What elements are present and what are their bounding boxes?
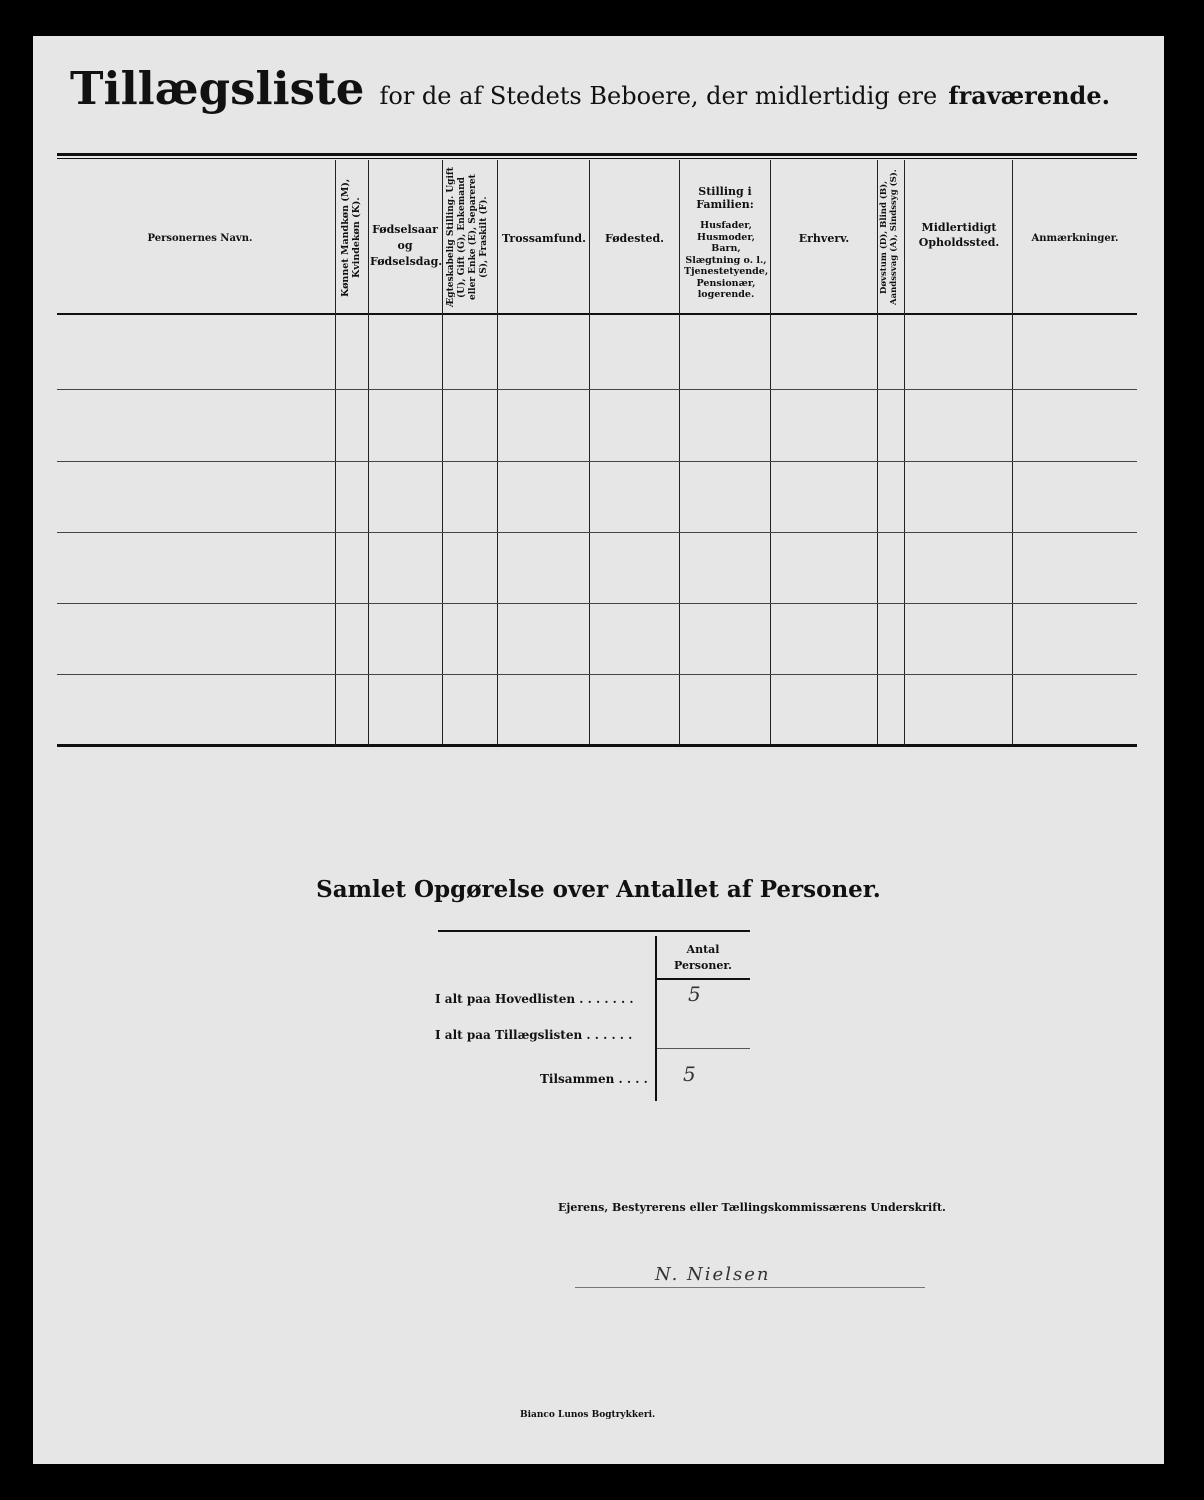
summary-label-tillaegslisten: I alt paa Tillægslisten . . . . . . xyxy=(435,1028,633,1042)
col-line-2 xyxy=(368,160,369,745)
row-line-2 xyxy=(57,461,1137,462)
col-header-tros: Trossamfund. xyxy=(502,232,586,245)
summary-header-rule xyxy=(657,978,750,980)
title-bold-end: fraværende. xyxy=(948,81,1110,110)
row-line-1 xyxy=(57,389,1137,390)
col-header-stilling: Stilling i Familien: xyxy=(696,185,754,211)
col-line-6 xyxy=(679,160,680,745)
foedselsaar-text: Fødselsaar og Fødselsdag. xyxy=(370,223,443,268)
col-line-4 xyxy=(497,160,498,745)
col-header-erhverv: Erhverv. xyxy=(798,232,850,245)
header-bottom-rule xyxy=(57,313,1137,315)
col-header-foedested: Fødested. xyxy=(604,232,665,245)
table-bottom-rule xyxy=(57,744,1137,747)
col-header-aegteskab: Ægteskabelig Stilling. Ugift (U), Gift (G), Enkemand eller Enke (E), Separeret (S), Fraskilt (F). xyxy=(446,167,489,308)
summary-col-header: Antal Personer. xyxy=(674,943,732,972)
col-header-anmaerkninger: Anmærkninger. xyxy=(1031,233,1119,244)
col-header-koennet: Kønnet Mandkøn (M), Kvindekøn (K). xyxy=(340,178,362,297)
col-line-7 xyxy=(770,160,771,745)
title-main: Tillægsliste xyxy=(70,62,365,115)
signature-handwriting: N. Nielsen xyxy=(655,1264,771,1285)
row-line-3 xyxy=(57,532,1137,533)
summary-label-hovedlisten: I alt paa Hovedlisten . . . . . . . xyxy=(435,992,634,1006)
col-header-foedselsaar xyxy=(370,222,443,270)
summary-vertical-rule xyxy=(655,936,657,1101)
row-line-4 xyxy=(57,603,1137,604)
col-line-1 xyxy=(335,160,336,745)
top-rule-thin xyxy=(57,158,1137,159)
top-rule xyxy=(57,153,1137,156)
summary-top-rule xyxy=(438,930,750,932)
census-form-sheet xyxy=(33,36,1164,1464)
col-line-3 xyxy=(442,160,443,745)
title-rest: for de af Stedets Beboere, der midlertidig ere xyxy=(379,82,938,110)
col-header-opholdssted: Midlertidigt Opholdssted. xyxy=(918,221,1000,249)
col-line-10 xyxy=(1012,160,1013,745)
row-line-5 xyxy=(57,674,1137,675)
summary-label-tilsammen: Tilsammen . . . . xyxy=(540,1072,648,1086)
signature-caption: Ejerens, Bestyrerens eller Tællingskommissærens Underskrift. xyxy=(558,1201,946,1214)
form-title xyxy=(70,62,1120,122)
signature-line xyxy=(575,1287,925,1288)
col-line-5 xyxy=(589,160,590,745)
printer-credit: Bianco Lunos Bogtrykkeri. xyxy=(520,1410,656,1420)
col-header-navn: Personernes Navn. xyxy=(147,233,253,244)
summary-total-rule xyxy=(657,1048,750,1049)
col-header-doevstum: Døvstum (D), Blind (B), Aandssvag (A), Sindssyg (S). xyxy=(879,169,899,306)
summary-value-hovedlisten: 5 xyxy=(688,982,701,1006)
col-line-9 xyxy=(904,160,905,745)
col-line-8 xyxy=(877,160,878,745)
summary-title: Samlet Opgørelse over Antallet af Personer. xyxy=(316,876,881,903)
col-header-stilling-detail: Husfader, Husmoder, Barn, Slægtning o. l., Tjenestetyende, Pensionær, logerende. xyxy=(684,220,769,300)
summary-value-tilsammen: 5 xyxy=(683,1062,696,1086)
